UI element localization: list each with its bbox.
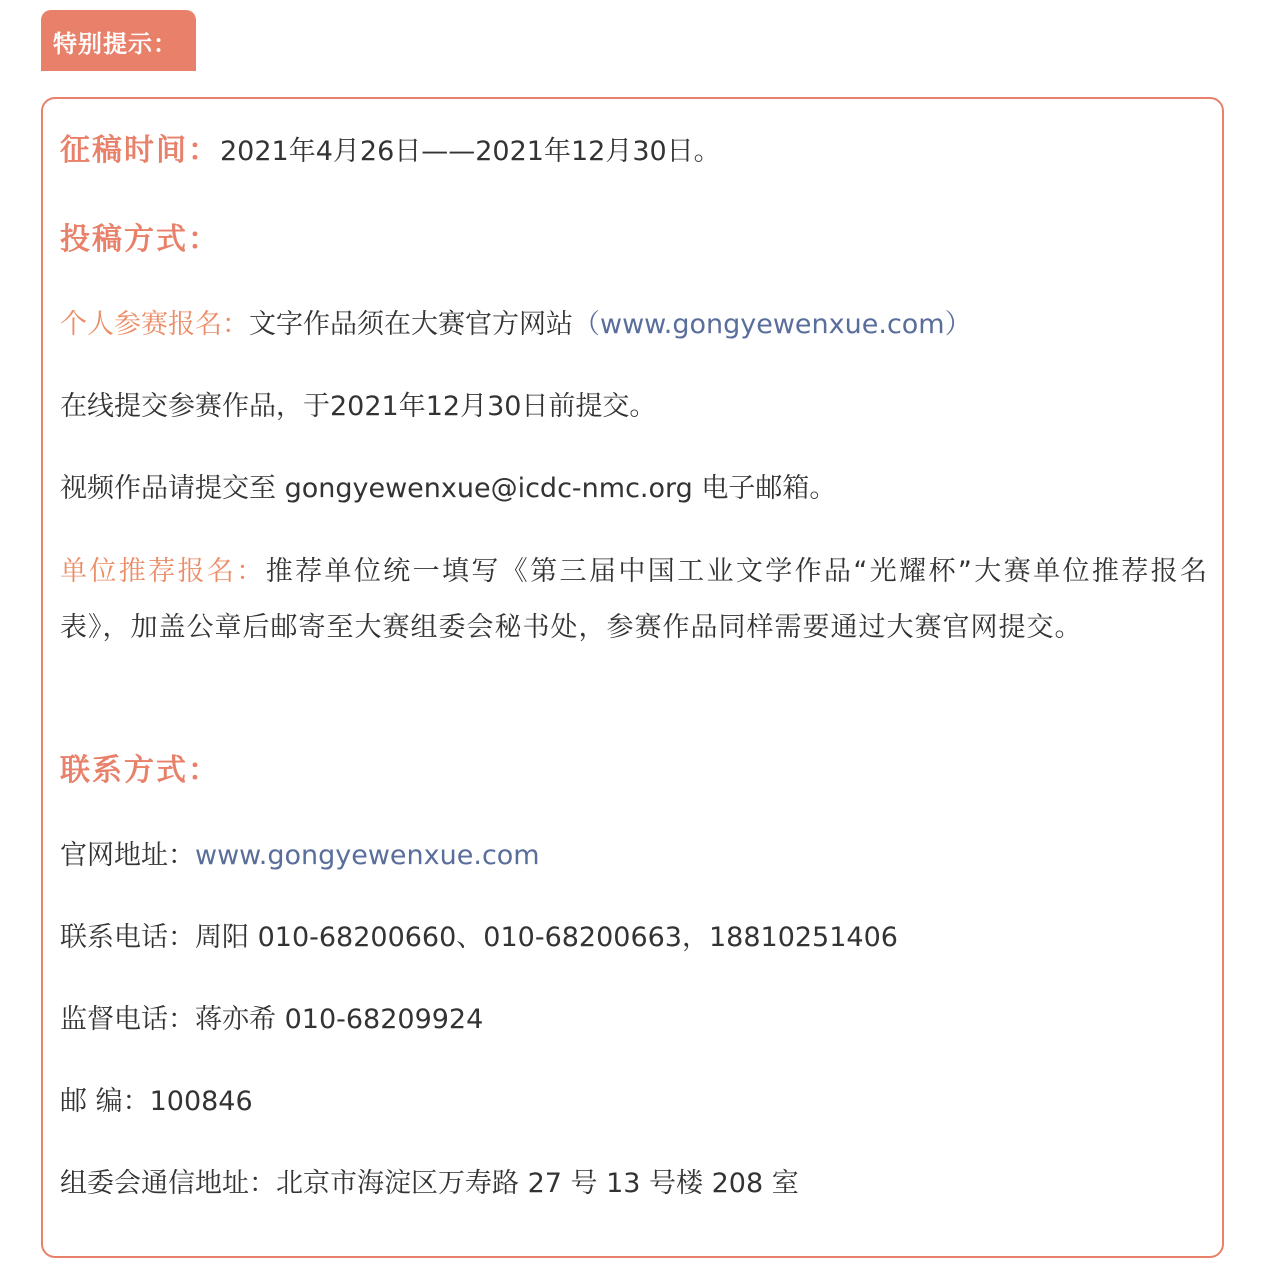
deadline-line — [60, 133, 721, 170]
website-label: 官网地址： — [60, 840, 195, 871]
individual-website-link[interactable]: （www.gongyewenxue.com） — [573, 309, 972, 340]
unit-recommend-paragraph — [60, 544, 1208, 656]
supervise-phone-line: 监督电话：蒋亦希 010-68209924 — [60, 1004, 484, 1035]
notice-badge — [41, 10, 196, 71]
postcode-line: 邮 编：100846 — [60, 1086, 253, 1117]
unit-label: 单位推荐报名： — [60, 556, 266, 587]
deadline-value: 2021年4月26日——2021年12月30日。 — [220, 136, 721, 167]
submission-heading: 投稿方式： — [60, 222, 220, 257]
contact-heading: 联系方式： — [60, 753, 220, 788]
unit-text: 推荐单位统一填写《第三届中国工业文学作品“光耀杯”大赛单位推荐报名表》，加盖公章后邮寄至大赛组委会秘书处，参赛作品同样需要通过大赛官网提交。 — [60, 556, 1208, 643]
individual-line — [60, 307, 972, 343]
website-line — [60, 838, 540, 874]
phone-line: 联系电话：周阳 010-68200660、010-68200663，18810251406 — [60, 922, 898, 953]
address-line: 组委会通信地址：北京市海淀区万寿路 27 号 13 号楼 208 室 — [60, 1168, 799, 1199]
online-submit-line: 在线提交参赛作品，于2021年12月30日前提交。 — [60, 391, 657, 422]
individual-text: 文字作品须在大赛官方网站 — [249, 309, 573, 340]
deadline-label: 征稿时间： — [60, 133, 220, 168]
notice-badge-title: 特别提示： — [53, 30, 178, 58]
website-link[interactable]: www.gongyewenxue.com — [195, 840, 540, 871]
video-submit-line: 视频作品请提交至 gongyewenxue@icdc-nmc.org 电子邮箱。 — [60, 473, 837, 504]
individual-label: 个人参赛报名： — [60, 309, 249, 340]
